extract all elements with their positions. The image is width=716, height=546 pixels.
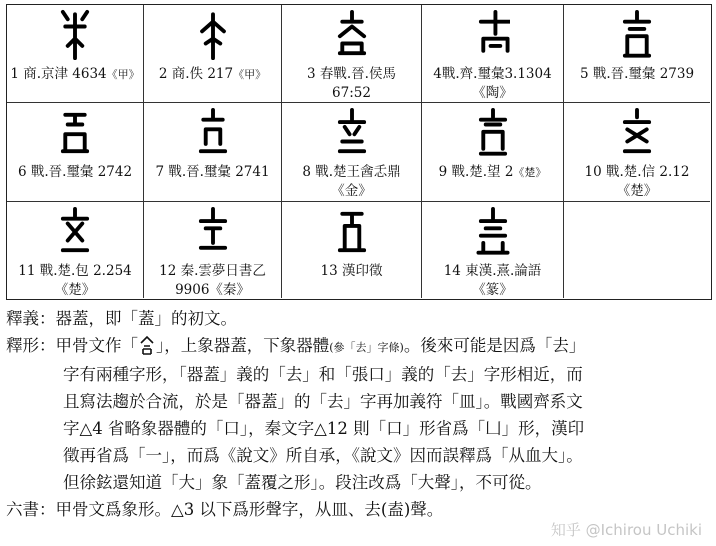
glyph-cell [422,202,564,298]
glyph-caption: 1 商.京津 4634《甲》 [10,66,140,82]
ancient-glyph-icon [335,107,369,159]
glyph-cell [282,202,422,298]
glyph-cell [144,103,282,202]
ancient-glyph-icon [620,107,654,159]
ancient-glyph-icon [196,9,230,61]
form-analysis-line: 但徐鉉還知道「大」象「蓋覆之形」。段注改爲「大聲」，不可從。 [63,473,542,492]
glyph-caption: 12 秦.雲夢日書乙 9906《秦》 [159,263,266,298]
glyph-cell [144,202,282,298]
six-scripts-line: 六書：甲骨文爲象形。△3 以下爲形聲字，从皿、去(盍)聲。 [6,500,444,519]
glyph-caption: 10 戰.楚.信 2.12 《楚》 [584,164,690,199]
glyph-caption: 8 戰.楚王酓忎鼎 《金》 [302,164,401,199]
glyph-cell [422,5,564,103]
oracle-glyph-icon [138,335,156,355]
form-analysis-line: 且寫法趨於合流，於是「器蓋」的「去」字再加義符「皿」。戰國齊系文 [63,392,583,411]
glyph-cell [564,5,710,103]
glyph-cell [564,202,710,298]
ancient-glyph-icon [58,206,92,258]
glyph-cell [564,103,710,202]
ancient-glyph-icon [58,107,92,159]
glyph-caption: 4戰.齊.璽彙3.1304 《陶》 [433,66,552,101]
glyph-caption: 9 戰.楚.望 2《楚》 [438,164,547,180]
glyph-cell [282,103,422,202]
glyph-caption: 3 春戰.晉.侯馬 67:52 [307,66,396,101]
ancient-glyph-icon [620,9,654,61]
form-analysis-line: 徵再省爲「一」，而爲《說文》所自承，《說文》因而誤釋爲「从血大」。 [63,446,583,465]
definition-line: 釋義：器蓋，即「蓋」的初文。 [6,309,237,328]
glyph-caption: 2 商.佚 217《甲》 [158,66,267,82]
explanation-text [6,305,710,523]
ancient-glyph-icon [335,9,369,61]
ancient-glyph-icon [196,206,230,258]
form-analysis-line: 字有兩種字形，「器蓋」義的「去」和「張口」義的「去」字形相近，而 [63,365,583,384]
glyph-cell [422,103,564,202]
form-analysis-line: 字△4 省略象器體的「口」，秦文字△12 則「口」形省爲「凵」形，漢印 [63,419,585,438]
glyph-caption: 5 戰.晉.璽彙 2739 [579,66,695,82]
glyph-cell [7,103,144,202]
glyph-cell [7,5,144,103]
glyph-caption: 13 漢印徵 [320,263,383,279]
ancient-glyph-icon [58,9,92,61]
glyph-table [6,4,712,300]
ancient-glyph-icon [476,107,510,159]
ancient-glyph-icon [335,206,369,258]
glyph-caption: 7 戰.晉.璽彙 2741 [155,164,270,180]
glyph-cell [144,5,282,103]
glyph-caption: 14 東漢.熹.論語 《篆》 [443,263,542,298]
glyph-cell [7,202,144,298]
glyph-caption: 11 戰.楚.包 2.254 《楚》 [18,263,132,298]
watermark: 知乎 @Ichirou Uchiki [550,521,702,539]
glyph-caption: 6 戰.晉.璽彙 2742 [17,164,133,180]
ancient-glyph-icon [476,9,510,61]
ancient-glyph-icon [196,107,230,159]
glyph-cell [282,5,422,103]
form-analysis-line: 釋形：甲骨文作「 」，上象器蓋，下象器體(參「去」字條)。後來可能是因爲「去」 [6,336,586,355]
ancient-glyph-icon [476,206,510,258]
